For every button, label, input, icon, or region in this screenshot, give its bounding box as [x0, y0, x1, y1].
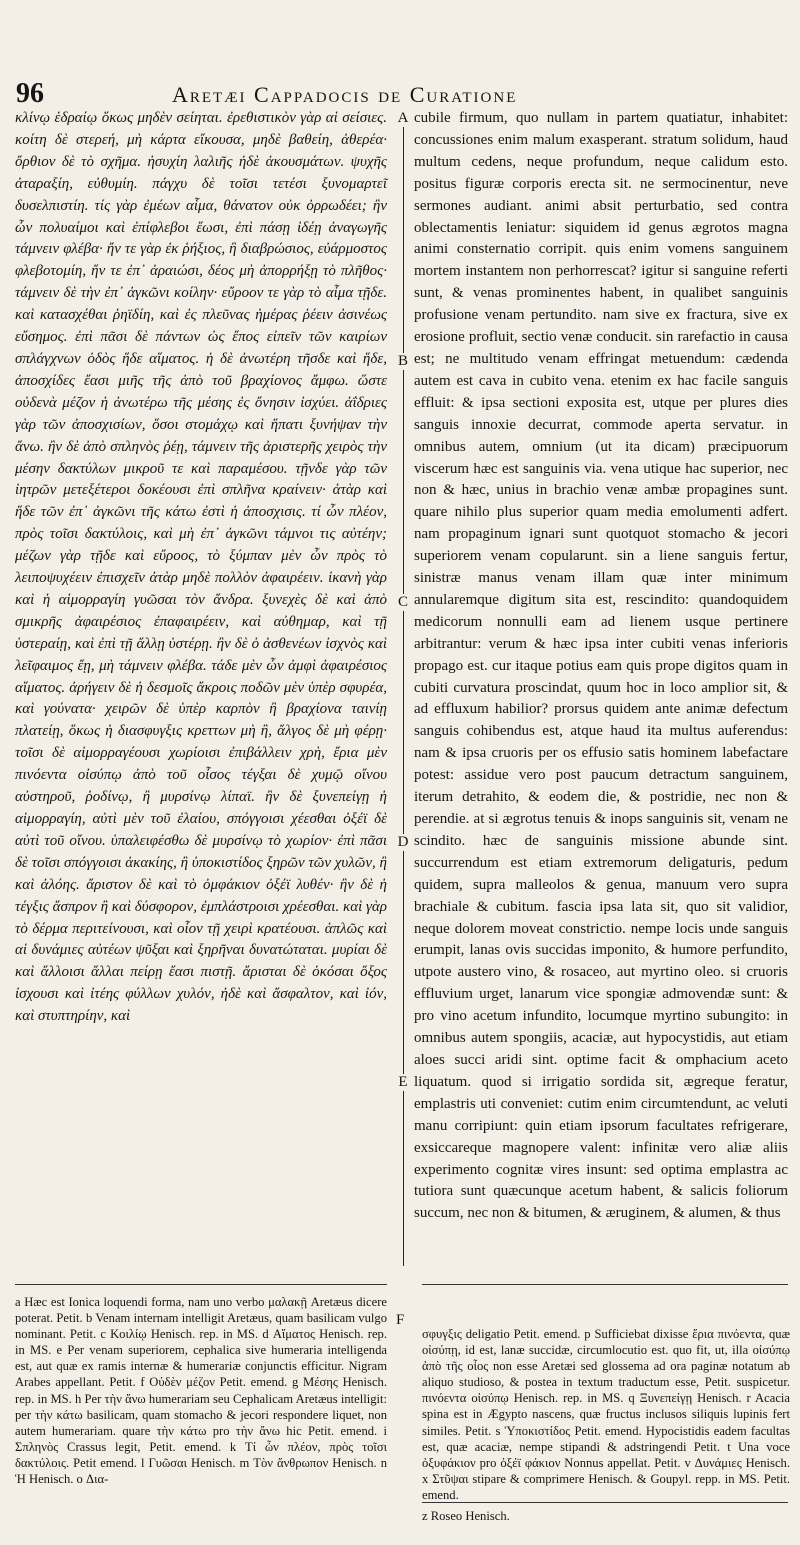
margin-letter-b: B — [394, 353, 412, 370]
margin-letter-e: E — [394, 1074, 412, 1091]
margin-letter-f: F — [396, 1312, 405, 1328]
greek-text-column — [15, 108, 387, 1028]
column-divider — [403, 114, 404, 1266]
running-head: Aretæi Cappadocis de Curatione — [172, 82, 518, 107]
footnote-bottom: z Roseo Henisch. — [422, 1509, 510, 1523]
latin-body-text: cubile firmum, quo nullam in partem quatiatur, inhabitet: concussiones enim malum exasperant. stratum solidum, haud multum cedens, neque profundum, neque calidum esto. positus figuræ corporis erecta sit. ne sermocinentur, neve sermones audiant. animi absit perturbatio, sed contra oblectamentis leniatur: siquidem id genus ægrotos magna animi consternatio corripit. quis enim vomens sanguinem mortem instantem non perhorrescat? igitur si sanguine referti sunt, & venas prominentes habent, in qualibet sanguinis profusione venam pertundito. nam sive ex fractura, sive ex erosione profluit, sectio venæ conducit. sin rarefactio in causa est; ne multitudo venam effringat metuendum: cædenda autem est cava in cubito vena. etenim ex hac facile sanguis effluit: & ipsa sectioni exposita est, utque per plures dies sanguis innoxie decurrat, commode aperta servatur. in omnibus autem, omnium (ut ita dicam) præcipuorum viscerum hæc est sanguinis via. vena utique hac superior, nec non & hæc, unius in brachio venæ ambæ propagines sunt. quare nihilo plus superior quam media emolumenti adfert. nam propaginum ignari sunt quotquot stomacho & jecori superiorem venam copularunt. sin a liene sanguis fertur, sinistræ manus venam illam quæ inter minimum annularemque digitum sita est, rescindito: quandoquidem medicorum nonnulli eam ad lienem usque pertinere arbitrantur: verum & hæc ipsa inter cubiti venas inferioris propago est. cur itaque potius eam quis prope digitos quam in cubiti curvatura proscindat, quum hoc in loco amplior sit, & ad effluxum habilior? prorsus quidem ante animæ defectum sanguis cohibendus est, atque haud ita multus auferendus: nam & ipsa cruoris per os effusio satis hominem labefactare potest: assidue vero post paucum detractum sanguinem, iterum detrahito, & eodem die, & postridie, nec non & perendie. at si ægrotus tenuis & inops sanguinis sit, venam ne scindito. hæc de sanguinis missione abunde sint. succurrendum est etiam extremorum deligaturis, pedum quidem, supra malleolos & genua, manuum vero supra brachiale & cubitum. fascia ipsa lata sit, quo sit validior, neque dolorem moveat constrictio. nempe locis unde sanguis erumpit, lanas ovis succidas imponito, & humore perfundito, utpote austero vino, & rosaceo, aut myrtino oleo. si cruoris effluvium urget, lanarum vice spongiæ admovendæ sunt: & pro vino acetum infundito, locumque myrtino subungito: in omnibus autem spongiis, acaciæ, aut hypocystidis, aut etiam aloes succi aridi sint. optime facit & omphacium aceto liquatum. quod si irrigatio sordida sit, ægreque feratur, emplastris uti conveniet: cutim enim circumtendunt, ac veluti manu corripiunt: quin etiam ipsorum facultates refrigerare, exsiccareque magnopere valent: infinitæ vero aliæ aliis experimento cognitæ vires insunt: sed optima emplastra ac tutiora sunt quæcunque acetum habent, & salicis foliorum succum, nec non & bitumen, & æruginem, & alumen, & thus — [414, 110, 788, 1222]
page-number: 96 — [16, 78, 44, 109]
latin-text-column — [414, 108, 788, 1225]
footnote-rule-left — [15, 1284, 387, 1285]
greek-body-text: κλίνῳ ἑδραίῳ ὅκως μηδὲν σείηται. ἐρεθιστικὸν γὰρ αἱ σείσιες. κοίτη δὲ στερεή, μὴ κάρτα εἴκουσα, μηδὲ βαθείη, ἀθερέα· ὄρθιον δὲ τὸ σχῆμα. ἡσυχίη λαλιῆς ἠδὲ ἀκουσμάτων. ψυχῆς ἀταραξίη, εὐθυμίη. πάγχυ δὲ τοῖσι τετέσι ξυνομαρτεῖ δυσελπιστίη. τίς γὰρ ἐμέων αἷμα, θάνατον οὐκ ὀρρωδέει; ἢν ὦν πολυαίμοι καὶ ἐπίφλεβοι ἔωσι, ἐπὶ πάσῃ ἰδέῃ ἀναγωγῆς τάμνειν φλέβα· ἤν τε γὰρ ἐκ ῥήξιος, ἢ διαβρώσιος, εὐάρμοστος φλεβοτομίη, ἤν τε ἐπ᾽ ἀραιώσι, δέος μὴ ἀπορρήξῃ τὸ πλῆθος· τάμνειν δὲ τὴν ἐπ᾽ ἀγκῶνι κοίλην· εὔροον τε γὰρ τὸ αἷμα τῇδε. καὶ κατασχέθαι ῥηϊδίη, καὶ ἐς πλεῦνας ἡμέρας ῥέειν ἀσινέως εὔσημος. ἐπὶ πᾶσι δὲ πάντων ὡς ἔπος εἰπεῖν τῶν καιρίων σπλάγχνων ὁδὸς ἥδε αἵματος. ἡ δὲ ἀνωτέρη τῆσδε καὶ ἥδε, ἀποσχίδες ἔασι μιῆς τῆς ἀπὸ τοῦ βραχίονος ἄμφω. ὥστε οὐδενὰ μέζον ἡ ἀνωτέρω τῆς μέσης ἐς ὄνησιν ἰσχύει. ἀΐδριες γὰρ τῶν ἀποσχισίων, ὅσοι στομάχῳ καὶ ἥπατι ξυνήψαν τὴν ἄνω. ἢν δὲ ἀπὸ σπληνὸς ῥέῃ, τάμνειν τῆς ἀριστερῆς χειρὸς τὴν μέσην δακτύλων μικροῦ τε καὶ παραμέσου. τῇνδε γὰρ τῶν ἰητρῶν μετεξέτεροι δοκέουσι ἐπὶ σπλῆνα κραίνειν· ἀτὰρ καὶ ἥδε τῶν ἐπ᾽ ἀγκῶνι τῆς κάτω ἐστὶ ἡ ἀποσχισις. τί ὦν πλέον, πρὸς τοῖσι δακτύλοις, καὶ μὴ ἐπ᾽ ἀγκῶνι τάμνοι τις αὐτέην; μέζων γὰρ τῇδε καὶ εὔροος, τὸ ξύμπαν μὲν ὦν πρὸς τὸ λειποψυχέειν ἐπισχεῖν ἀτὰρ μηδὲ πολλὸν ἀφαιρέειν. ἱκανὴ γὰρ καὶ ἡ αἱμορραγίη γυῶσαι τὸν ἄνδρα. ξυνεχὲς δὲ καὶ ἀπὸ σμικρῆς ἀφαιρέσιος ἐπαφαιρέειν, καὶ αὐθημαρ, καὶ τῇ ὑστεραίῃ, καὶ ἐπὶ τῇ ἄλλῃ ὑστέρῃ. ἢν δὲ ὁ ἀσθενέων ἰσχνὸς καὶ λεῖφαιμος ἔῃ, μὴ τάμνειν φλέβα. τάδε μὲν ὦν ἀμφὶ ἀφαιρέσιος αἵματος. ἀρήγειν δὲ ἡ δεσμοῖς ἄκροις ποδῶν μὲν ὑπὲρ σφυρέα, καὶ γούνατα· χειρῶν δὲ ὑπὲρ καρπὸν ἢ βραχίονα ταινίῃ πλατείῃ, ὅκως ἡ διασφυγξις κρεττων μὴ ἢ, ἄλγος δὲ μὴ φέρῃ· τοῖσι δὲ αἱμορραγέουσι χωρίοισι ἐπιβάλλειν χρὴ, ἔρια μὲν πινόεντα οἰσύπῳ ἀπὸ τοῦ οἶσος τέγξαι δὲ χυμῷ οἴνου αὐστηροῦ, ῥοδίνῳ, ἢ μυρσίνῳ λίπαϊ. ἢν δὲ ξυνεπείγῃ ἡ αἱμορραγίη, αὐτὶ μὲν τοῦ ἐλαίου, σπόγγοισι χέεσθαι ὀξέϊ δὲ αὐτὶ τοῦ οἴνου. ὑπαλειφέσθω δὲ μυρσίνῳ τὸ χωρίον· ἐπὶ πᾶσι δὲ τοῖσι σπόγγοισι ἀκακίης, ἢ ὑποκιστίδος ξηρῶν τῶν χυλῶν, ἢ καὶ ἀλόης. ἄριστον δὲ καὶ τὸ ὀμφάκιον ὀξέϊ λυθέν· ἢν δὲ ἡ τέγξις ἄσπρον ἢ καὶ δύσφορον, ἐμπλάστροισι χρέεσθαι. καὶ γὰρ τὸ δέρμα περιτείνουσι, καὶ οἷον τῇ χειρὶ κρατέουσι. ἁπλῶς καὶ αἱ δυνάμιες αὐτέων ψῦξαι καὶ ξηρῆναι δυνατώταται. μυρίαι δὲ καὶ ἄλλοισι ἄλλαι πείρῃ ἔασι πιστῇ. ἄρισται δὲ ὁκόσαι ὄξος ἰσχουσι καὶ ἰτέης φύλλων χυλόν, ἠδὲ καὶ ἄσφαλτον, καὶ ἰόν, καὶ στυπτηρίην, καὶ — [15, 110, 387, 1025]
page-header — [0, 78, 800, 108]
footnotes-left: a Hæc est Ionica loquendi forma, nam uno verbo μαλακῇ Aretæus dicere poterat. Petit. b Venam internam intelligit Aretæus, quam basilicam vulgo nominant. Petit. c Κοιλίῳ Henisch. rep. in MS. d Αἵματος Henisch. rep. in MS. e Per venam superiorem, cephalica sive humeraria intelligenda est, aut quæ ex ramis internæ & humerariæ conjunctis efficitur. Nigram Arabes appellant. Petit. f Οὐδὲν μέζον Petit. emend. g Μέσης Henisch. rep. in MS. h Per τὴν ἄνω humerariam seu Cephalicam Aretæus intelligit: per τὴν κάτω basilicam, quam stomacho & jecori respondere liquet, non autem humerariam. quare τὴν κάτω pro τὴν ἄνω hic Petit. emend. i Σπληνὸς Crassus legit, Petit. emend. k Τί ὦν πλέον, πρὸς τοῖσι δακτύλοις. Petit emend. l Γυῶσαι Henisch. m Τὸν ἄνθρωπον Henisch. n Ἡ Henisch. o Δια- — [15, 1295, 387, 1487]
footnote-rule-right — [422, 1284, 788, 1285]
footnotes-right: σφυγξις deligatio Petit. emend. p Sufficiebat dixisse ἔρια πινόεντα, quæ οἰσύπῃ, id est, lanæ succidæ, circumlocutio est. quo fit, ut, illa οἰσύπῳ ἀπὸ τῆς οἶος non esse Aretæi sed glossema ad ora paginæ notatum ab aliquo studioso, & postea in textum traductum esse, Petit. suspicetur. πινόεντα οἰσύπῳ Henisch. rep. in MS. q Ξυνεπείγῃ Henisch. r Acacia spina est in Ægypto nascens, quæ fructus inclusos siliquis lupinis fert similes. Petit. s Ὑποκιστίδος Petit. emend. Hypocistidis eadem facultas est, quæ acaciæ, nempe stipandi & adstringendi Petit. t Una voce ὀξυφάκιον pro ὀξέϊ φάκιον Nonnus appellat. Petit. v Δυνάμιες Henisch. x Στῦψαι stipare & comprimere Henisch. & Goupyl. repp. in MS. Petit. emend. — [422, 1327, 790, 1502]
margin-letter-c: C — [394, 594, 412, 611]
margin-letter-a: A — [394, 110, 412, 127]
footnote-rule-bottom — [422, 1502, 788, 1503]
margin-letter-d: D — [394, 834, 412, 851]
